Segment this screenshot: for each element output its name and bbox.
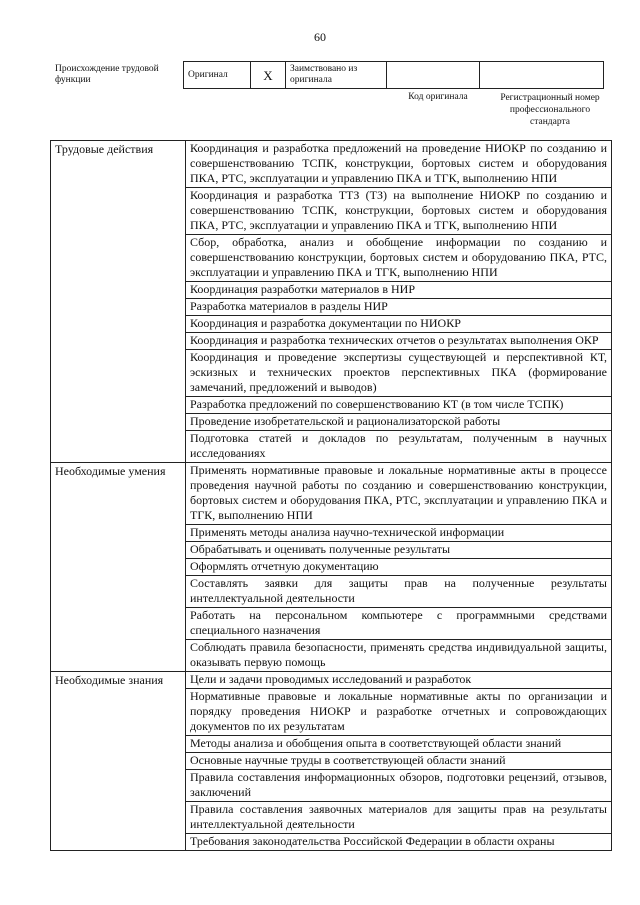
table-row: Правила составления информационных обзоров, подготовки рецензий, отзывов, заключений [186, 770, 611, 802]
page-number: 60 [314, 30, 326, 44]
table-row: Соблюдать правила безопасности, применять средства индивидуальной защиты, оказывать первую помощь [190, 640, 607, 669]
table-row: Методы анализа и обобщения опыта в соответствующей области знаний [186, 736, 611, 753]
section-title: Необходимые знания [51, 672, 186, 851]
table-row: Требования законодательства Российской Федерации в области охраны [190, 834, 555, 848]
table-row: Нормативные правовые и локальные нормативные акты по организации и порядку проведения НИОКР и разработке отчетных и сопровождающих документов по их результатам [186, 689, 611, 736]
section-row [51, 141, 612, 463]
registration-number-cell [480, 62, 604, 89]
table-row: Координация и разработка документации по НИОКР [186, 316, 611, 333]
original-label: Оригинал [184, 62, 251, 89]
section-title: Трудовые действия [51, 141, 186, 463]
section-row [51, 463, 612, 672]
origin-label: Происхождение трудовой функции [55, 64, 159, 85]
table-row: Разработка материалов в разделы НИР [186, 299, 611, 316]
table-row: Сбор, обработка, анализ и обобщение информации по созданию и совершенствованию конструкции, бортовых систем и оборудованию ПКА, РТС, эксплуатации и управлению ПКА и ТГК, выполнению НПИ [186, 235, 611, 282]
table-row: Составлять заявки для защиты прав на полученные результаты интеллектуальной деятельности [186, 576, 611, 608]
code-original-caption: Код оригинала [408, 92, 468, 102]
section-row [51, 672, 612, 851]
section-items [186, 672, 612, 851]
table-row: Основные научные труды в соответствующей области знаний [186, 753, 611, 770]
table-row: Применять нормативные правовые и локальные нормативные акты в процессе проведения научной работы по созданию и совершенствованию конструкции, бортовых систем и оборудования ПКА, РТС, эксплуатации и управлению ПКА и ТГК, выполнению НПИ [186, 463, 611, 525]
table-row: Координация и разработка предложений на проведение НИОКР по созданию и совершенствованию ТСПК, конструкции, бортовых систем и оборудования ПКА, РТС, эксплуатации и управлению ПКА и ТГК, выполнению НПИ [186, 141, 611, 188]
section-items [186, 141, 612, 463]
original-mark: X [251, 62, 286, 89]
registration-number-caption: Регистрационный номер профессионального стандарта [500, 93, 600, 127]
table-row: Подготовка статей и докладов по результатам, полученным в научных исследованиях [190, 431, 607, 460]
table-row: Проведение изобретательской и рационализаторской работы [186, 414, 611, 431]
table-row: Разработка предложений по совершенствованию КТ (в том числе ТСПК) [186, 397, 611, 414]
table-row: Оформлять отчетную документацию [186, 559, 611, 576]
table-row: Применять методы анализа научно-технической информации [186, 525, 611, 542]
table-row: Координация и разработка технических отчетов о результатах выполнения ОКР [186, 333, 611, 350]
table-row: Обрабатывать и оценивать полученные результаты [186, 542, 611, 559]
code-original-cell [387, 62, 480, 89]
table-row: Координация и проведение экспертизы существующей и перспективной КТ, эскизных и технических проектов перспективных ПКА (формирование замечаний, предложений и выводов) [186, 350, 611, 397]
labor-function-table [50, 140, 612, 851]
table-row: Координация разработки материалов в НИР [186, 282, 611, 299]
table-row: Правила составления заявочных материалов для защиты прав на результаты интеллектуальной деятельности [186, 802, 611, 834]
borrowed-label: Заимствовано из оригинала [286, 62, 387, 89]
table-row: Работать на персональном компьютере с программными средствами специального назначения [186, 608, 611, 640]
section-items [186, 463, 612, 672]
section-title: Необходимые умения [51, 463, 186, 672]
table-row: Цели и задачи проводимых исследований и разработок [186, 672, 611, 689]
table-row: Координация и разработка ТТЗ (ТЗ) на выполнение НИОКР по созданию и совершенствованию ТСПК, конструкции, бортовых систем и оборудования ПКА, РТС, эксплуатации и управлению ПКА и ТГК, выполнению НПИ [186, 188, 611, 235]
origin-table [183, 61, 604, 89]
